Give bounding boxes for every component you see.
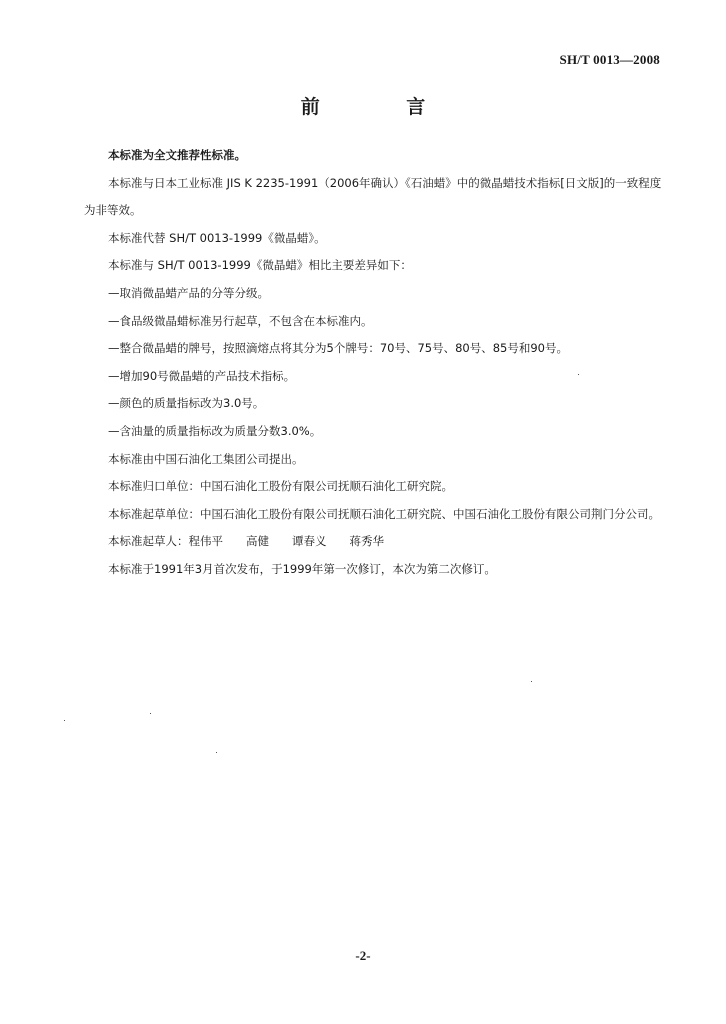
page-number: -2- xyxy=(355,948,371,963)
scan-speck xyxy=(578,374,579,375)
paragraph: 本标准与 SH/T 0013-1999《微晶蜡》相比主要差异如下： xyxy=(108,258,412,273)
paragraph: 本标准为全文推荐性标准。 xyxy=(108,148,246,162)
scan-speck xyxy=(531,681,532,682)
standard-code: SH/T 0013—2008 xyxy=(559,52,660,67)
scan-speck xyxy=(150,713,151,714)
paragraph: 本标准代替 SH/T 0013-1999《微晶蜡》。 xyxy=(108,230,326,245)
list-item: —整合微晶蜡的牌号，按照滴熔点将其分为5个牌号：70号、75号、80号、85号和90号。 xyxy=(108,341,568,356)
list-item: —含油量的质量指标改为质量分数3.0%。 xyxy=(108,423,322,438)
list-item: —取消微晶蜡产品的分等分级。 xyxy=(108,285,269,300)
paragraph: 本标准起草单位：中国石油化工股份有限公司抚顺石油化工研究院、中国石油化工股份有限公司荆门分公司。 xyxy=(108,506,660,521)
paragraph: 本标准由中国石油化工集团公司提出。 xyxy=(108,451,304,466)
page-title: 前 言 xyxy=(300,96,466,118)
paragraph: 本标准归口单位：中国石油化工股份有限公司抚顺石油化工研究院。 xyxy=(108,479,453,494)
paragraph: 本标准与日本工业标准 JIS K 2235-1991（2006年确认）《石油蜡》中的微晶蜡技术指标[日文版]的一致程度为非等效。 xyxy=(84,175,662,218)
list-item: —食品级微晶蜡标准另行起草，不包含在本标准内。 xyxy=(108,313,373,328)
scan-speck xyxy=(216,752,217,753)
foreword-body xyxy=(84,142,664,584)
list-item: —颜色的质量指标改为3.0号。 xyxy=(108,396,265,411)
scan-speck xyxy=(64,720,65,721)
paragraph: 本标准起草人：程伟平 高健 谭春义 蒋秀华 xyxy=(108,534,384,549)
list-item: —增加90号微晶蜡的产品技术指标。 xyxy=(108,368,296,383)
paragraph: 本标准于1991年3月首次发布，于1999年第一次修订，本次为第二次修订。 xyxy=(108,561,496,576)
